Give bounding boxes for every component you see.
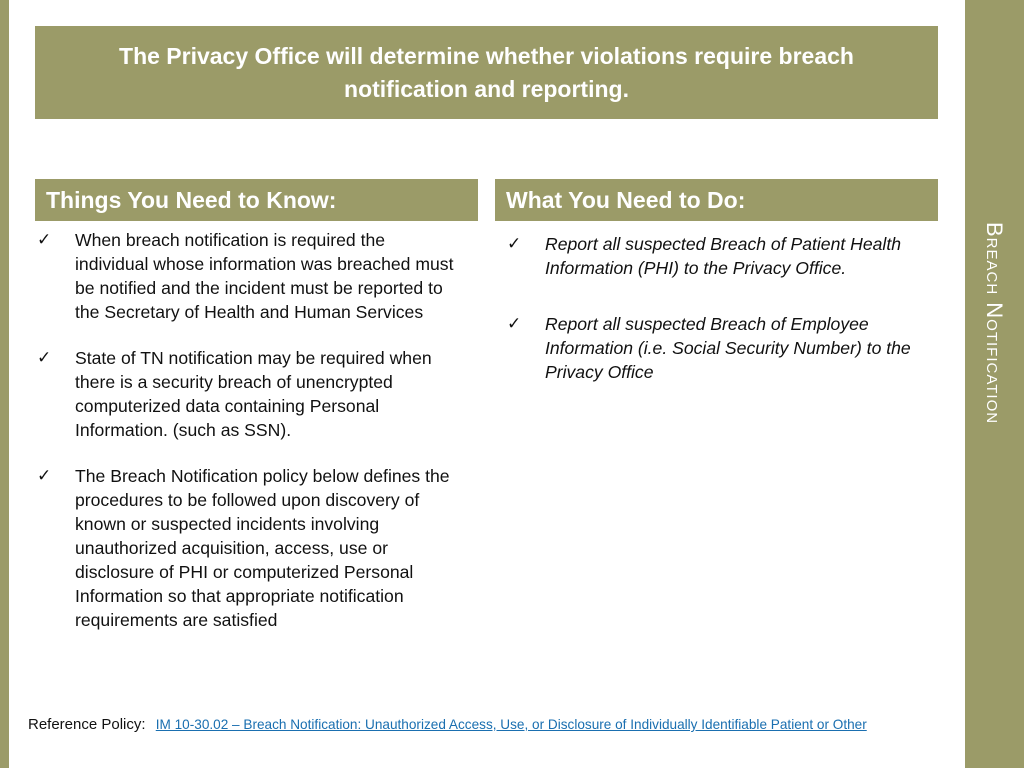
list-item-text: The Breach Notification policy below defines the procedures to be followed upon discovery of known or suspected incidents involving unauthorized acquisition, access, use or disclosure of PHI or computerized Personal Information so that appropriate notification requirements are satisfied [75,466,450,630]
what-to-do-heading: What You Need to Do: [495,179,938,221]
checkmark-icon: ✓ [37,348,52,368]
list-item [37,464,462,632]
things-to-know-heading: Things You Need to Know: [35,179,478,221]
headline-text: The Privacy Office will determine whether violations require breach notification and reporting. [119,42,854,102]
list-item-text: Report all suspected Breach of Employee Information (i.e. Social Security Number) to the Privacy Office [545,314,911,382]
list-item [37,228,462,324]
what-to-do-list [507,232,932,416]
reference-policy-link[interactable]: IM 10-30.02 – Breach Notification: Unauthorized Access, Use, or Disclosure of Individually Identifiable Patient or Other [155,717,867,732]
list-item [507,232,932,280]
list-item [507,312,932,384]
list-item-text: Report all suspected Breach of Patient Health Information (PHI) to the Privacy Office. [545,234,901,278]
headline-banner [35,26,938,119]
list-item [37,346,462,442]
things-to-know-list [37,228,462,654]
reference-label: Reference Policy: [28,716,146,733]
reference-policy [28,716,867,733]
checkmark-icon: ✓ [507,234,522,254]
list-item-text: State of TN notification may be required when there is a security breach of unencrypted computerized data containing Personal Information. (such as SSN). [75,348,432,440]
left-accent-bar [0,0,9,768]
list-item-text: When breach notification is required the individual whose information was breached must be notified and the incident must be reported to the Secretary of Health and Human Services [75,230,454,322]
checkmark-icon: ✓ [37,466,52,486]
side-title: Breach Notification [982,222,1007,425]
checkmark-icon: ✓ [37,230,52,250]
checkmark-icon: ✓ [507,314,522,334]
